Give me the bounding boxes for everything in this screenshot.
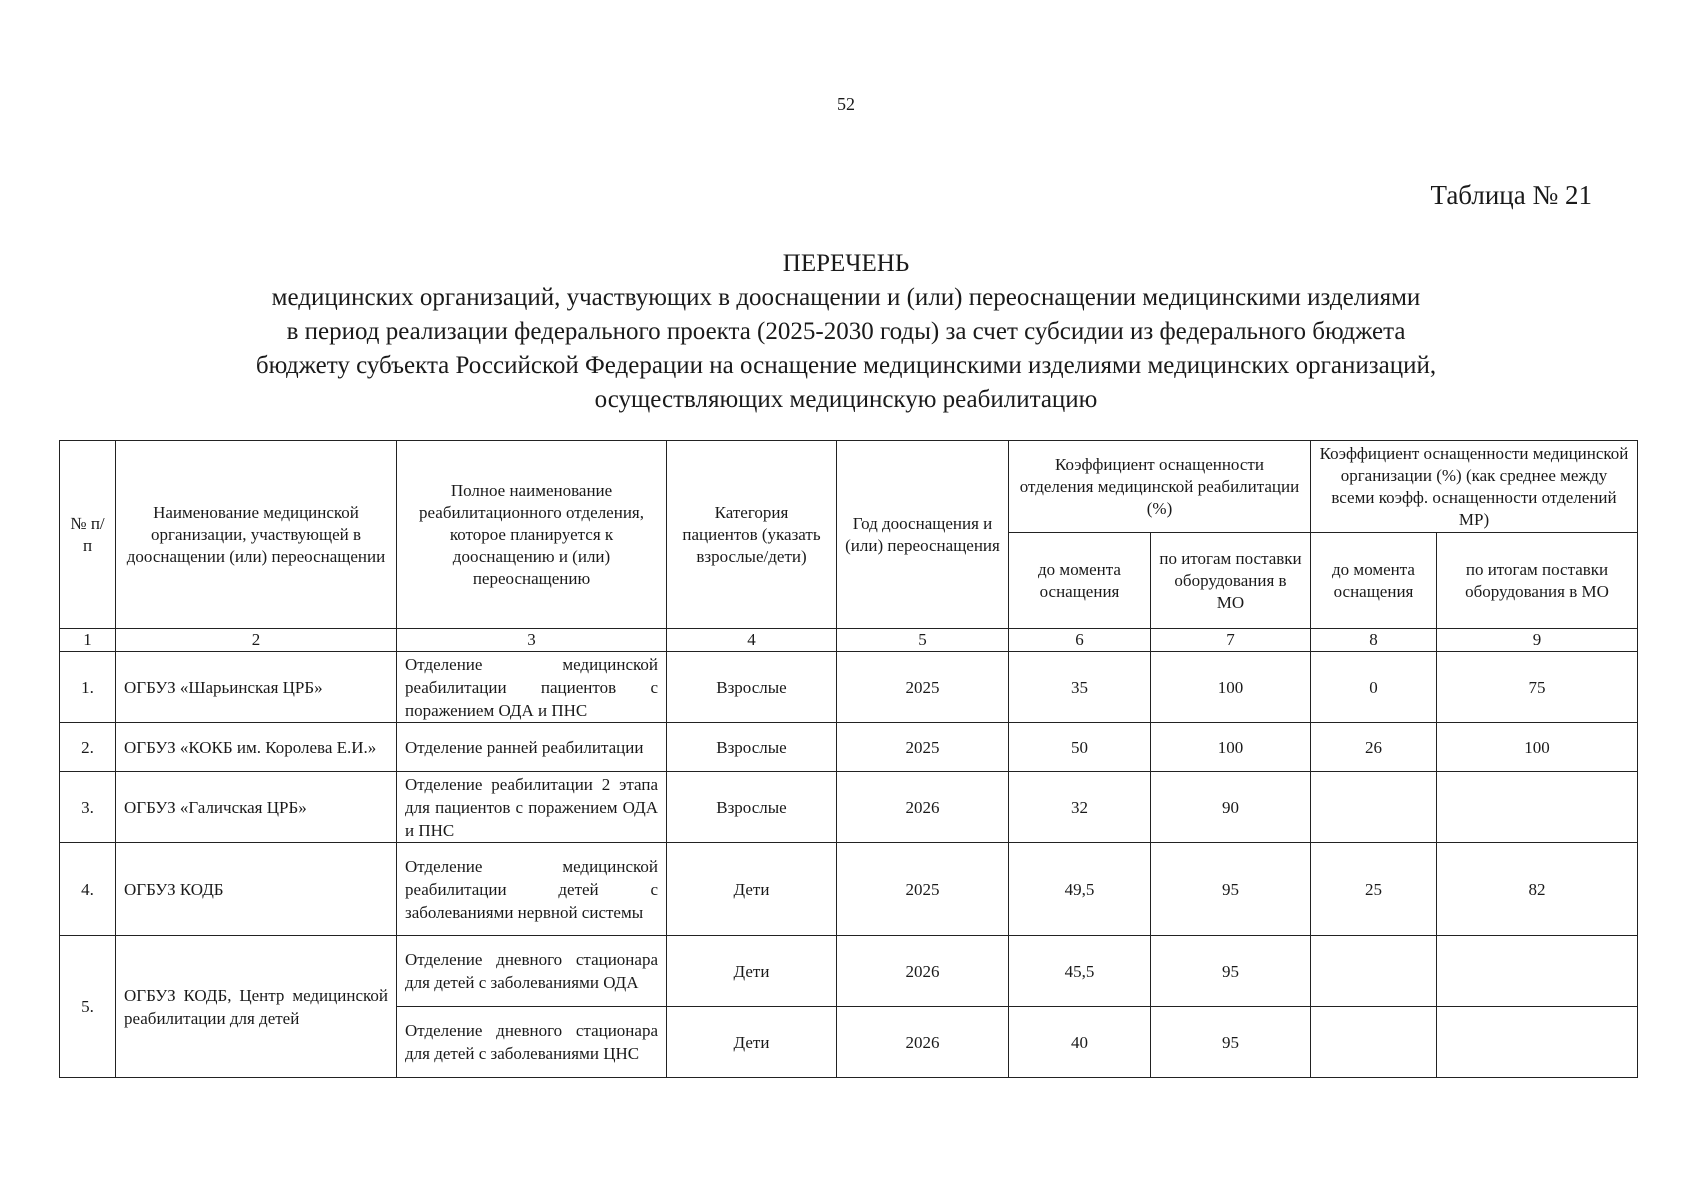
row-year: 2025 — [837, 843, 1009, 936]
heading-line: осуществляющих медицинскую реабилитацию — [594, 386, 1098, 413]
row-dept-after: 95 — [1151, 843, 1311, 936]
column-number: 2 — [116, 629, 397, 652]
header-org-before: до момента оснащения — [1311, 533, 1437, 629]
column-number: 3 — [397, 629, 667, 652]
column-number: 1 — [60, 629, 116, 652]
row-org-before: 0 — [1311, 652, 1437, 723]
row-dept-before: 40 — [1009, 1007, 1151, 1078]
row-year: 2026 — [837, 936, 1009, 1007]
header-dept-coef: Коэффициент оснащенности отделения медицинской реабилитации (%) — [1009, 441, 1311, 533]
column-number: 8 — [1311, 629, 1437, 652]
row-org: ОГБУЗ «КОКБ им. Королева Е.И.» — [116, 723, 397, 772]
row-dept: Отделение дневного стационара для детей с заболеваниями ЦНС — [397, 1007, 667, 1078]
page-number: 52 — [837, 94, 855, 114]
row-dept: Отделение дневного стационара для детей с заболеваниями ОДА — [397, 936, 667, 1007]
row-org: ОГБУЗ «Шарьинская ЦРБ» — [116, 652, 397, 723]
row-num: 5. — [60, 936, 116, 1078]
row-org-before — [1311, 772, 1437, 843]
row-org: ОГБУЗ КОДБ, Центр медицинской реабилитации для детей — [116, 936, 397, 1078]
table-label: Таблица № 21 — [1430, 180, 1592, 210]
column-number: 7 — [1151, 629, 1311, 652]
column-number: 4 — [667, 629, 837, 652]
row-dept: Отделение медицинской реабилитации детей с заболеваниями нервной системы — [397, 843, 667, 936]
heading-line: бюджету субъекта Российской Федерации на оснащение медицинскими изделиями медицинских организаций, — [255, 352, 1437, 379]
row-dept-after: 100 — [1151, 652, 1311, 723]
row-num: 4. — [60, 843, 116, 936]
row-dept-before: 45,5 — [1009, 936, 1151, 1007]
row-org-after — [1437, 772, 1638, 843]
table-row — [60, 843, 1638, 936]
row-dept-after: 95 — [1151, 1007, 1311, 1078]
row-dept: Отделение медицинской реабилитации пациентов с поражением ОДА и ПНС — [397, 652, 667, 723]
header-dept-after: по итогам поставки оборудования в МО — [1151, 533, 1311, 629]
row-org-after — [1437, 1007, 1638, 1078]
header-dept: Полное наименование реабилитационного отделения, которое планируется к дооснащению и (или) переоснащению — [397, 441, 667, 629]
header-category: Категория пациентов (указать взрослые/дети) — [667, 441, 837, 629]
row-org-after: 82 — [1437, 843, 1638, 936]
table-row — [60, 772, 1638, 843]
row-dept-after: 100 — [1151, 723, 1311, 772]
column-number: 6 — [1009, 629, 1151, 652]
row-dept: Отделение реабилитации 2 этапа для пациентов с поражением ОДА и ПНС — [397, 772, 667, 843]
header-org-coef: Коэффициент оснащенности медицинской организации (%) (как среднее между всеми коэфф. оснащенности отделений МР) — [1311, 441, 1638, 533]
row-num: 3. — [60, 772, 116, 843]
column-number: 5 — [837, 629, 1009, 652]
header-row — [60, 441, 1638, 533]
row-num: 1. — [60, 652, 116, 723]
header-num: № п/п — [60, 441, 116, 629]
table-row — [60, 936, 1638, 1007]
row-org-before — [1311, 936, 1437, 1007]
row-category: Дети — [667, 936, 837, 1007]
row-year: 2025 — [837, 652, 1009, 723]
row-org-before: 26 — [1311, 723, 1437, 772]
row-org-after: 75 — [1437, 652, 1638, 723]
row-org: ОГБУЗ КОДБ — [116, 843, 397, 936]
row-org: ОГБУЗ «Галичская ЦРБ» — [116, 772, 397, 843]
table-row — [60, 723, 1638, 772]
header-org: Наименование медицинской организации, участвующей в дооснащении (или) переоснащении — [116, 441, 397, 629]
row-num: 2. — [60, 723, 116, 772]
row-org-before — [1311, 1007, 1437, 1078]
row-dept-before: 49,5 — [1009, 843, 1151, 936]
row-org-before: 25 — [1311, 843, 1437, 936]
row-category: Взрослые — [667, 723, 837, 772]
row-dept: Отделение ранней реабилитации — [397, 723, 667, 772]
row-category: Дети — [667, 1007, 837, 1078]
row-year: 2026 — [837, 772, 1009, 843]
column-number: 9 — [1437, 629, 1638, 652]
row-org-after — [1437, 936, 1638, 1007]
heading-line: медицинских организаций, участвующих в дооснащении и (или) переоснащении медицинскими изделиями — [271, 284, 1421, 311]
row-category: Дети — [667, 843, 837, 936]
heading-line: в период реализации федерального проекта (2025-2030 годы) за счет субсидии из федерального бюджета — [286, 318, 1406, 345]
organizations-table — [59, 440, 1638, 1078]
row-dept-after: 90 — [1151, 772, 1311, 843]
row-dept-before: 50 — [1009, 723, 1151, 772]
row-dept-after: 95 — [1151, 936, 1311, 1007]
row-category: Взрослые — [667, 652, 837, 723]
header-dept-before: до момента оснащения — [1009, 533, 1151, 629]
row-org-after: 100 — [1437, 723, 1638, 772]
row-category: Взрослые — [667, 772, 837, 843]
row-dept-before: 32 — [1009, 772, 1151, 843]
heading-title: ПЕРЕЧЕНЬ — [782, 250, 910, 277]
row-dept-before: 35 — [1009, 652, 1151, 723]
document-heading — [0, 247, 1692, 417]
header-org-after: по итогам поставки оборудования в МО — [1437, 533, 1638, 629]
column-number-row — [60, 629, 1638, 652]
header-year: Год дооснащения и (или) переоснащения — [837, 441, 1009, 629]
row-year: 2025 — [837, 723, 1009, 772]
table-row — [60, 652, 1638, 723]
row-year: 2026 — [837, 1007, 1009, 1078]
